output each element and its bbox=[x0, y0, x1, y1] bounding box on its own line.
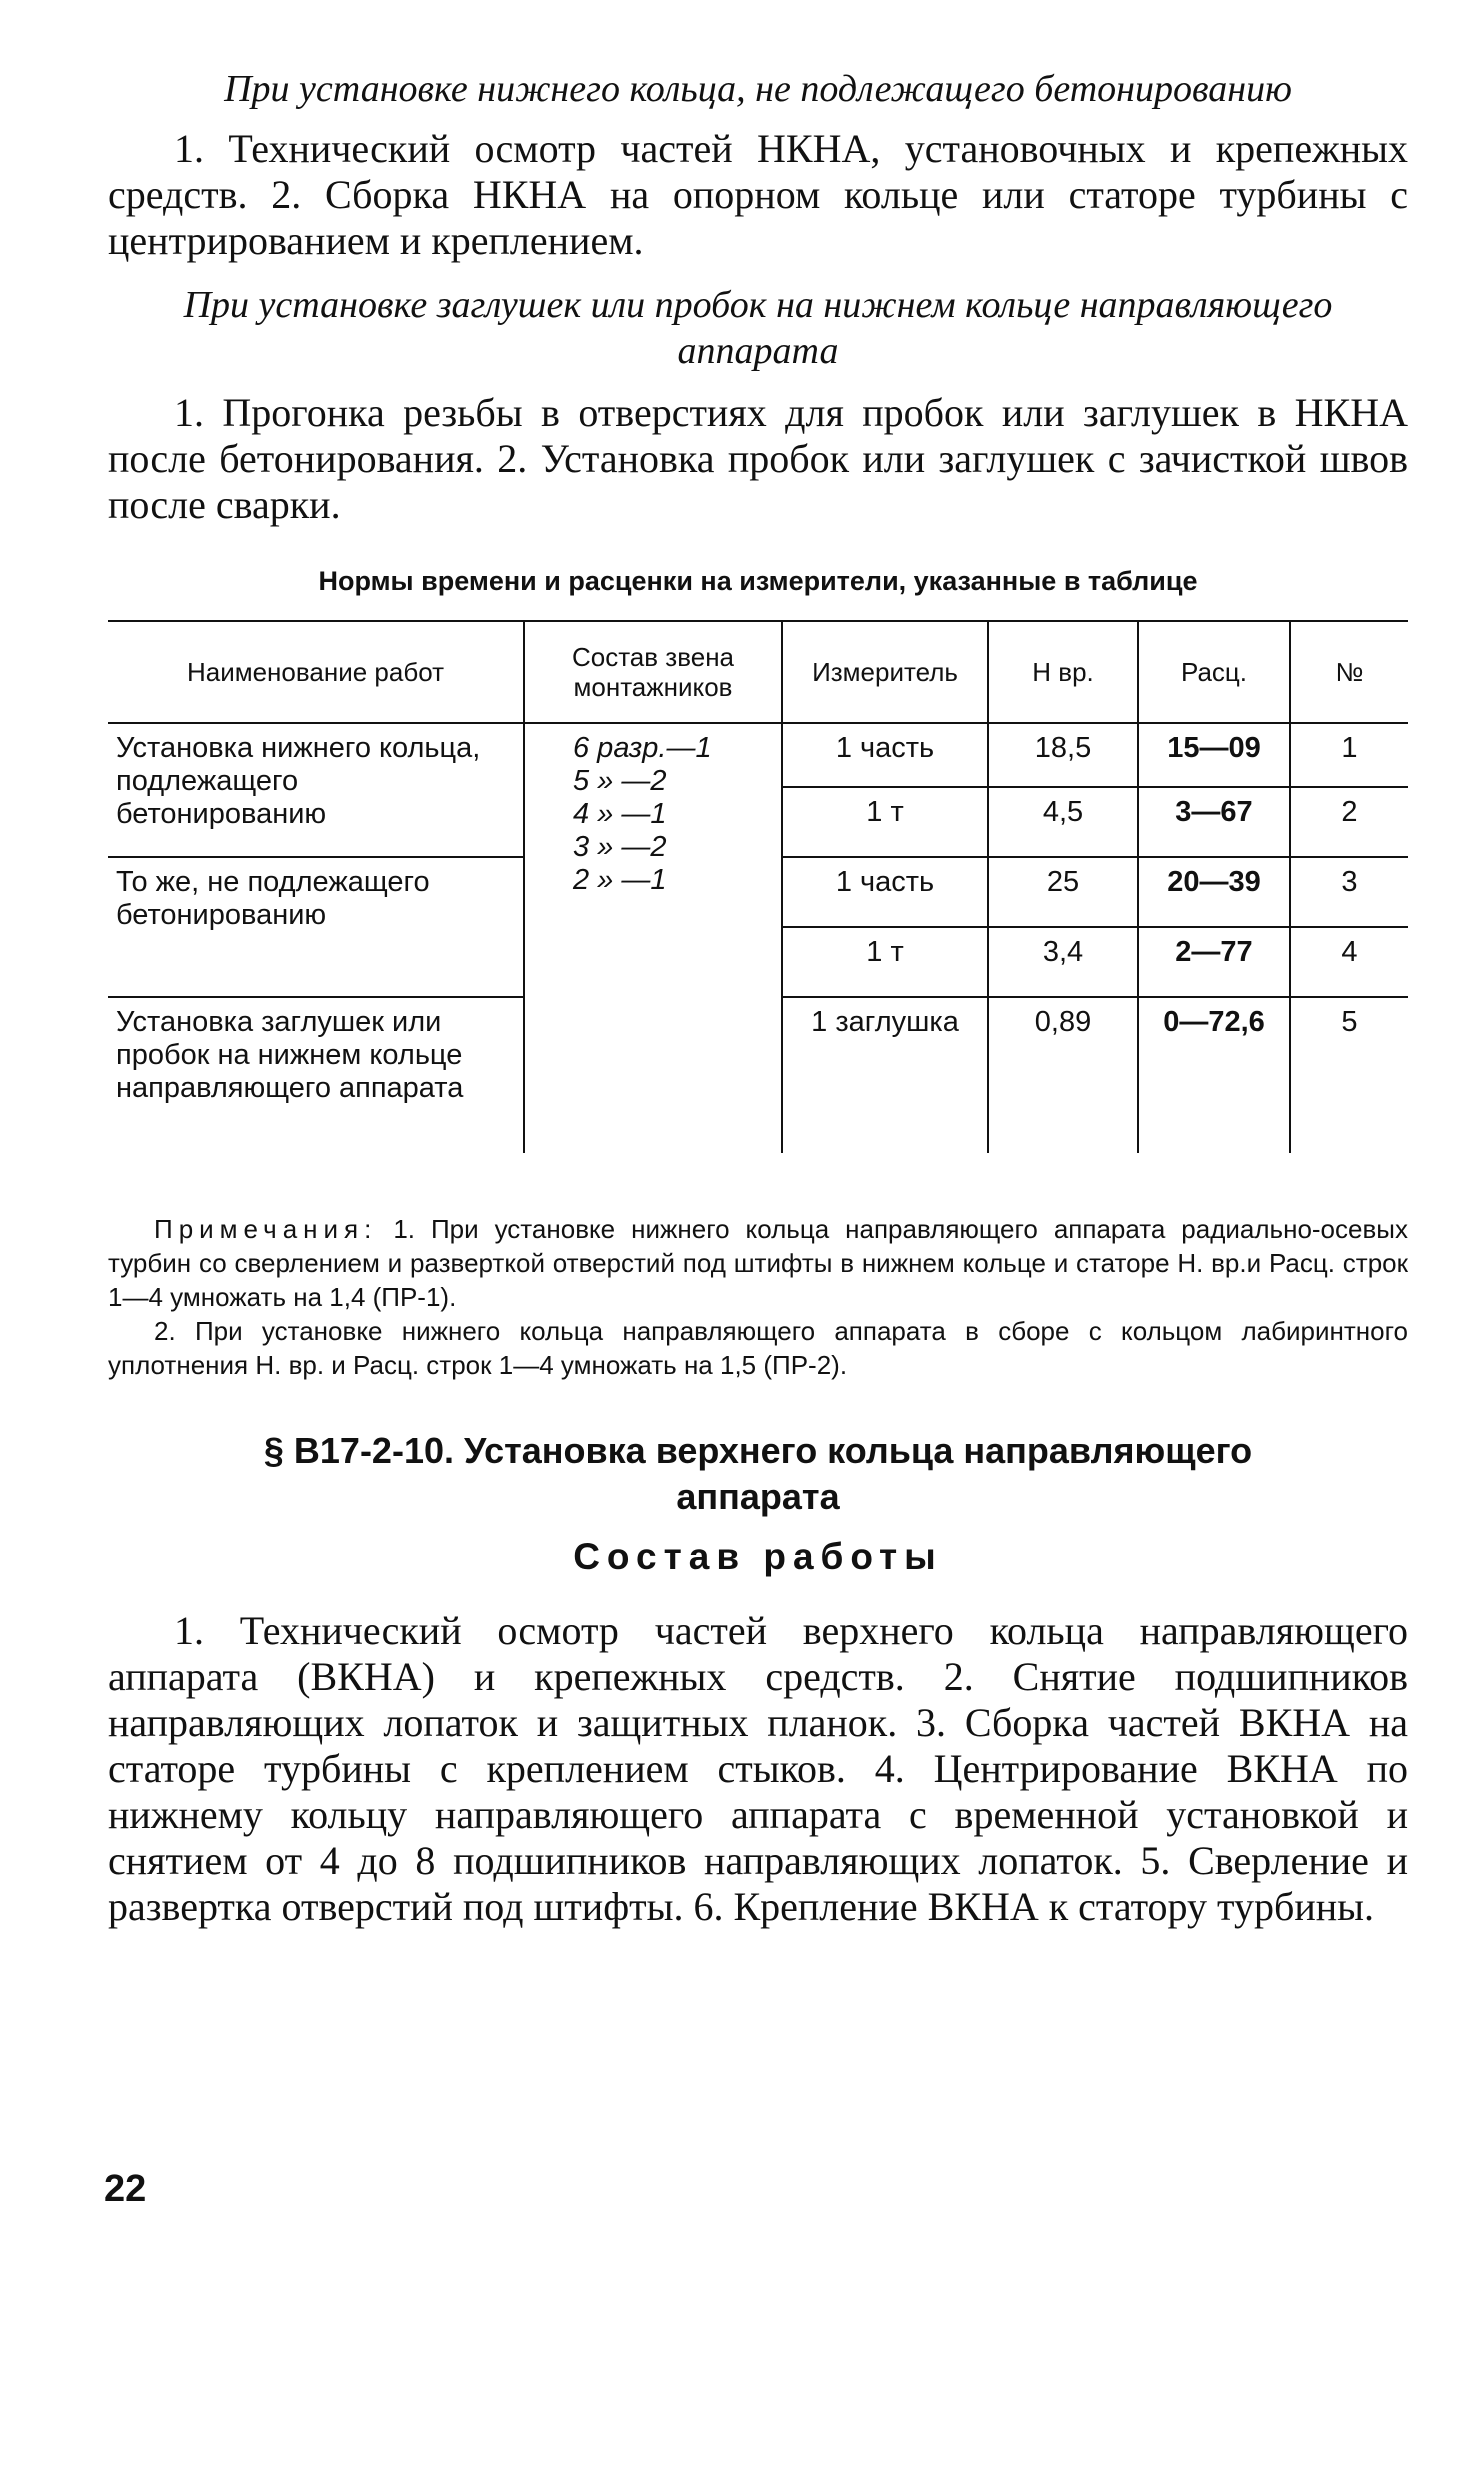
crew-line: 3 » —2 bbox=[573, 831, 667, 863]
section-title bbox=[108, 1428, 1408, 1520]
paragraph-work-steps-3: 1. Технический осмотр частей верхнего кольца направляющего аппарата (ВКНА) и крепежных средств. 2. Снятие подшипников направляющих лопаток и защитных планок. 3. Сборка частей ВКНА на статоре турбины с креплением стыков. 4. Центрирование ВКНА по нижнему кольцу направляющего аппарата с временной установкой и снятием от 4 до 8 подшипников направляющих лопаток. 5. Сверление и развертка отверстий под штифты. 6. Крепление ВКНА к статору турбины. bbox=[108, 1608, 1408, 1929]
crew-line: 5 » —2 bbox=[573, 765, 667, 797]
header-crew: Состав звена монтажников bbox=[524, 621, 782, 723]
rate-cell: 2—77 bbox=[1138, 927, 1290, 997]
norm-cell: 3,4 bbox=[988, 927, 1138, 997]
rate-cell: 3—67 bbox=[1138, 787, 1290, 857]
unit-cell: 1 часть bbox=[782, 723, 988, 787]
header-norm: Н вр. bbox=[988, 621, 1138, 723]
work-name-cell: То же, не подлежащего бетонированию bbox=[108, 857, 524, 997]
num-cell: 1 bbox=[1290, 723, 1408, 787]
table-row bbox=[108, 723, 1408, 787]
crew-line: 4 » —1 bbox=[573, 798, 667, 830]
page-number: 22 bbox=[104, 2168, 147, 2210]
num-cell: 5 bbox=[1290, 997, 1408, 1153]
table-notes bbox=[108, 1212, 1408, 1382]
table-header-row bbox=[108, 621, 1408, 723]
header-num: № bbox=[1290, 621, 1408, 723]
rate-cell: 15—09 bbox=[1138, 723, 1290, 787]
num-cell: 4 bbox=[1290, 927, 1408, 997]
paragraph-work-steps-1: 1. Технический осмотр частей НКНА, установочных и крепежных средств. 2. Сборка НКНА на опорном кольце или статоре турбины с центрированием и креплением. bbox=[108, 126, 1408, 263]
work-name-cell: Установка нижнего кольца, подлежащего бетонированию bbox=[108, 723, 524, 857]
work-composition-title: Состав работы bbox=[573, 1536, 943, 1577]
note-1 bbox=[108, 1212, 1408, 1314]
note-2: 2. При установке нижнего кольца направляющего аппарата в сборе с кольцом лабиринтного уплотнения Н. вр. и Расц. строк 1—4 умножать на 1,5 (ПР-2). bbox=[108, 1316, 1408, 1380]
norms-table bbox=[108, 620, 1408, 1153]
note-1-text: 1. При установке нижнего кольца направляющего аппарата радиально-осевых турбин со сверлением и разверткой отверстий под штифты в нижнем кольце и статоре Н. вр.и Расц. строк 1—4 умножать на 1,4 (ПР-1). bbox=[108, 1214, 1408, 1312]
norm-cell: 4,5 bbox=[988, 787, 1138, 857]
section-title-line-1: § В17-2-10. Установка верхнего кольца направляющего bbox=[263, 1430, 1253, 1471]
unit-cell: 1 заглушка bbox=[782, 997, 988, 1153]
header-rate: Расц. bbox=[1138, 621, 1290, 723]
header-unit: Измеритель bbox=[782, 621, 988, 723]
work-name-cell: Установка заглушек или пробок на нижнем кольце направляющего аппарата bbox=[116, 1006, 464, 1104]
crew-cell bbox=[524, 723, 782, 1153]
norm-cell: 0,89 bbox=[988, 997, 1138, 1153]
notes-label: Примечания: bbox=[154, 1214, 378, 1244]
unit-cell: 1 часть bbox=[782, 857, 988, 927]
norm-cell: 25 bbox=[988, 857, 1138, 927]
num-cell: 2 bbox=[1290, 787, 1408, 857]
rate-cell: 20—39 bbox=[1138, 857, 1290, 927]
subheading-not-concreted: При установке нижнего кольца, не подлежащего бетонированию bbox=[224, 68, 1292, 110]
crew-line: 6 разр.—1 bbox=[573, 732, 712, 764]
unit-cell: 1 т bbox=[782, 787, 988, 857]
table-caption: Нормы времени и расценки на измерители, указанные в таблице bbox=[318, 566, 1198, 596]
section-title-line-2: аппарата bbox=[676, 1476, 840, 1517]
header-name: Наименование работ bbox=[108, 621, 524, 723]
rate-cell: 0—72,6 bbox=[1138, 997, 1290, 1153]
subheading-plugs: При установке заглушек или пробок на нижнем кольце направляющего аппарата bbox=[183, 284, 1333, 372]
paragraph-work-steps-2: 1. Прогонка резьбы в отверстиях для пробок или заглушек в НКНА после бетонирования. 2. Установка пробок или заглушек с зачисткой швов после сварки. bbox=[108, 390, 1408, 527]
norm-cell: 18,5 bbox=[988, 723, 1138, 787]
crew-line: 2 » —1 bbox=[573, 864, 667, 896]
num-cell: 3 bbox=[1290, 857, 1408, 927]
unit-cell: 1 т bbox=[782, 927, 988, 997]
